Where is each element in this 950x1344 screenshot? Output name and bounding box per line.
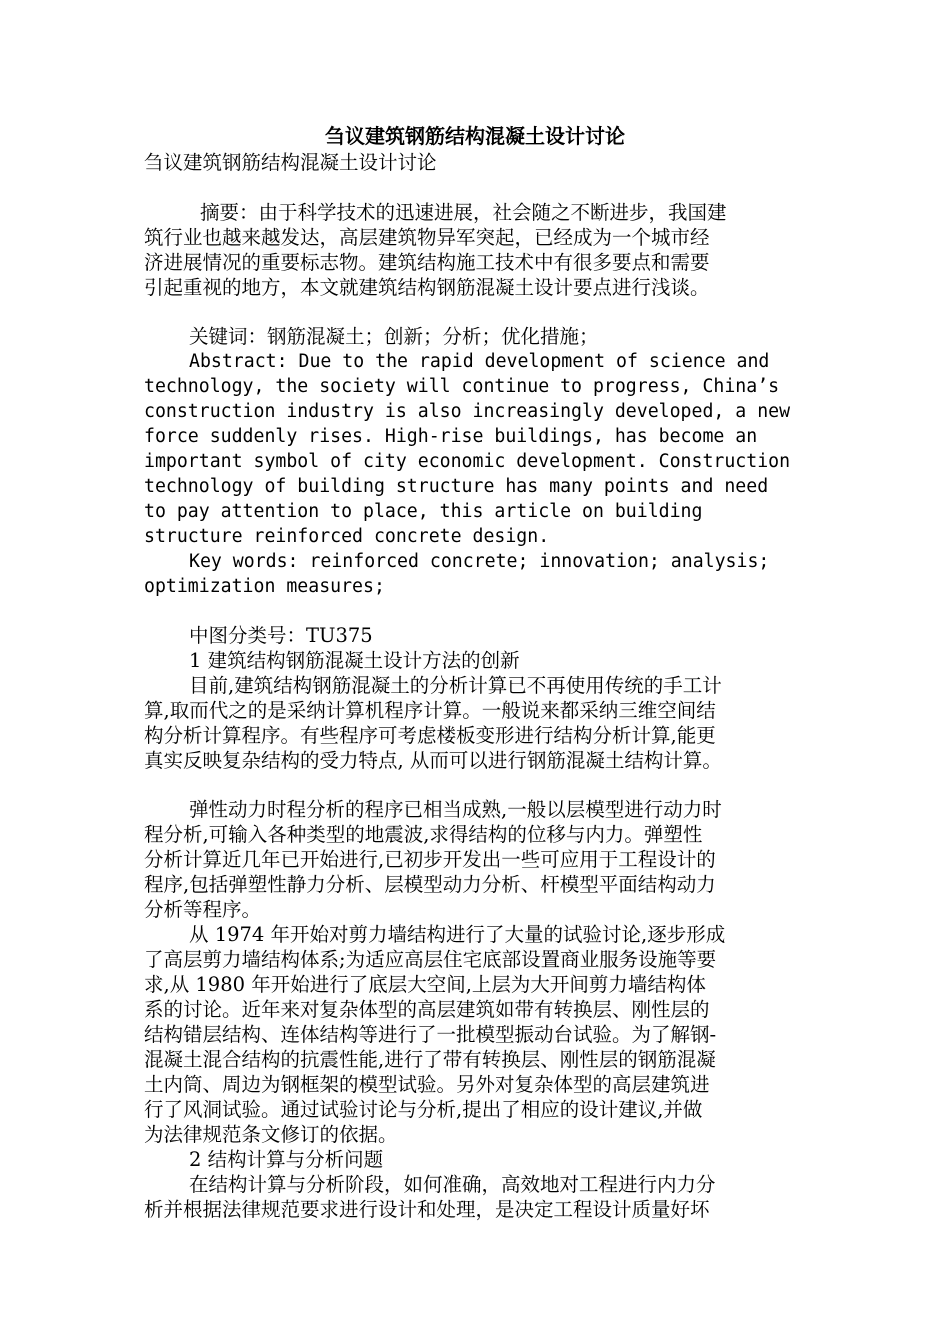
abstract-cn-line: 筑行业也越来越发达，高层建筑物异军突起，已经成为一个城市经: [144, 226, 710, 249]
section-2-heading: 2 结构计算与分析问题: [189, 1148, 384, 1171]
document-subtitle: 刍议建筑钢筋结构混凝土设计讨论: [144, 151, 437, 174]
paragraph-line: 分析计算近几年已开始进行,已初步开发出一些可应用于工程设计的: [144, 848, 716, 871]
abstract-en-line: important symbol of city economic development. Construction: [144, 451, 791, 472]
paragraph-line: 结构错层结构、连体结构等进行了一批模型振动台试验。为了解钢-: [144, 1023, 717, 1046]
abstract-en-line: force suddenly rises. High-rise buildings, has become an: [144, 426, 758, 447]
abstract-cn-line: 引起重视的地方，本文就建筑结构钢筋混凝土设计要点进行浅谈。: [144, 276, 710, 299]
paragraph-line: 构分析计算程序。有些程序可考虑楼板变形进行结构分析计算,能更: [144, 724, 716, 747]
abstract-cn-line: 摘要：由于科学技术的迅速进展，社会随之不断进步，我国建: [200, 201, 727, 224]
paragraph-line: 算,取而代之的是采纳计算机程序计算。一般说来都采纳三维空间结: [144, 699, 716, 722]
paragraph-line: 程序,包括弹塑性静力分析、层模型动力分析、杆模型平面结构动力: [144, 873, 716, 896]
paragraph-line: 目前,建筑结构钢筋混凝土的分析计算已不再使用传统的手工计: [189, 674, 722, 697]
paragraph-line: 求,从 1980 年开始进行了底层大空间,上层为大开间剪力墙结构体: [144, 973, 706, 996]
paragraph-line: 为法律规范条文修订的依据。: [144, 1123, 398, 1146]
abstract-en-line: construction industry is also increasingly developed, a new: [144, 401, 791, 422]
keywords-en-line: Key words: reinforced concrete; innovation; analysis;: [189, 551, 770, 572]
paragraph-line: 系的讨论。近年来对复杂体型的高层建筑如带有转换层、刚性层的: [144, 998, 710, 1021]
paragraph-line: 真实反映复杂结构的受力特点, 从而可以进行钢筋混凝土结构计算。: [144, 749, 722, 772]
keywords-en-line: optimization measures;: [144, 576, 385, 597]
paragraph-line: 分析等程序。: [144, 898, 262, 921]
paragraph-line: 程分析,可输入各种类型的地震波,求得结构的位移与内力。弹塑性: [144, 823, 703, 846]
abstract-en-line: technology, the society will continue to progress, China’s: [144, 376, 780, 397]
paragraph-line: 弹性动力时程分析的程序已相当成熟,一般以层模型进行动力时: [189, 798, 722, 821]
abstract-en-line: structure reinforced concrete design.: [144, 526, 550, 547]
paragraph-line: 行了风洞试验。通过试验讨论与分析,提出了相应的设计建议,并做: [144, 1098, 703, 1121]
classification-number: 中图分类号：TU375: [189, 624, 373, 647]
abstract-en-line: to pay attention to place, this article on building: [144, 501, 703, 522]
paragraph-line: 析并根据法律规范要求进行设计和处理，是决定工程设计质量好坏: [144, 1198, 710, 1221]
paragraph-line: 在结构计算与分析阶段，如何准确，高效地对工程进行内力分: [189, 1173, 716, 1196]
section-1-heading: 1 建筑结构钢筋混凝土设计方法的创新: [189, 649, 520, 672]
abstract-en-line: technology of building structure has many points and need: [144, 476, 769, 497]
paragraph-line: 了高层剪力墙结构体系;为适应高层住宅底部设置商业服务设施等要: [144, 948, 717, 971]
document-title: 刍议建筑钢筋结构混凝土设计讨论: [325, 124, 625, 148]
abstract-cn-line: 济进展情况的重要标志物。建筑结构施工技术中有很多要点和需要: [144, 251, 710, 274]
abstract-en-line: Abstract: Due to the rapid development of science and: [189, 351, 770, 372]
keywords-chinese: 关键词：钢筋混凝土；创新；分析；优化措施；: [189, 325, 599, 348]
paragraph-line: 从 1974 年开始对剪力墙结构进行了大量的试验讨论,逐步形成: [189, 923, 726, 946]
paragraph-line: 土内筒、周边为钢框架的模型试验。另外对复杂体型的高层建筑进: [144, 1073, 710, 1096]
paragraph-line: 混凝土混合结构的抗震性能,进行了带有转换层、刚性层的钢筋混凝: [144, 1048, 716, 1071]
